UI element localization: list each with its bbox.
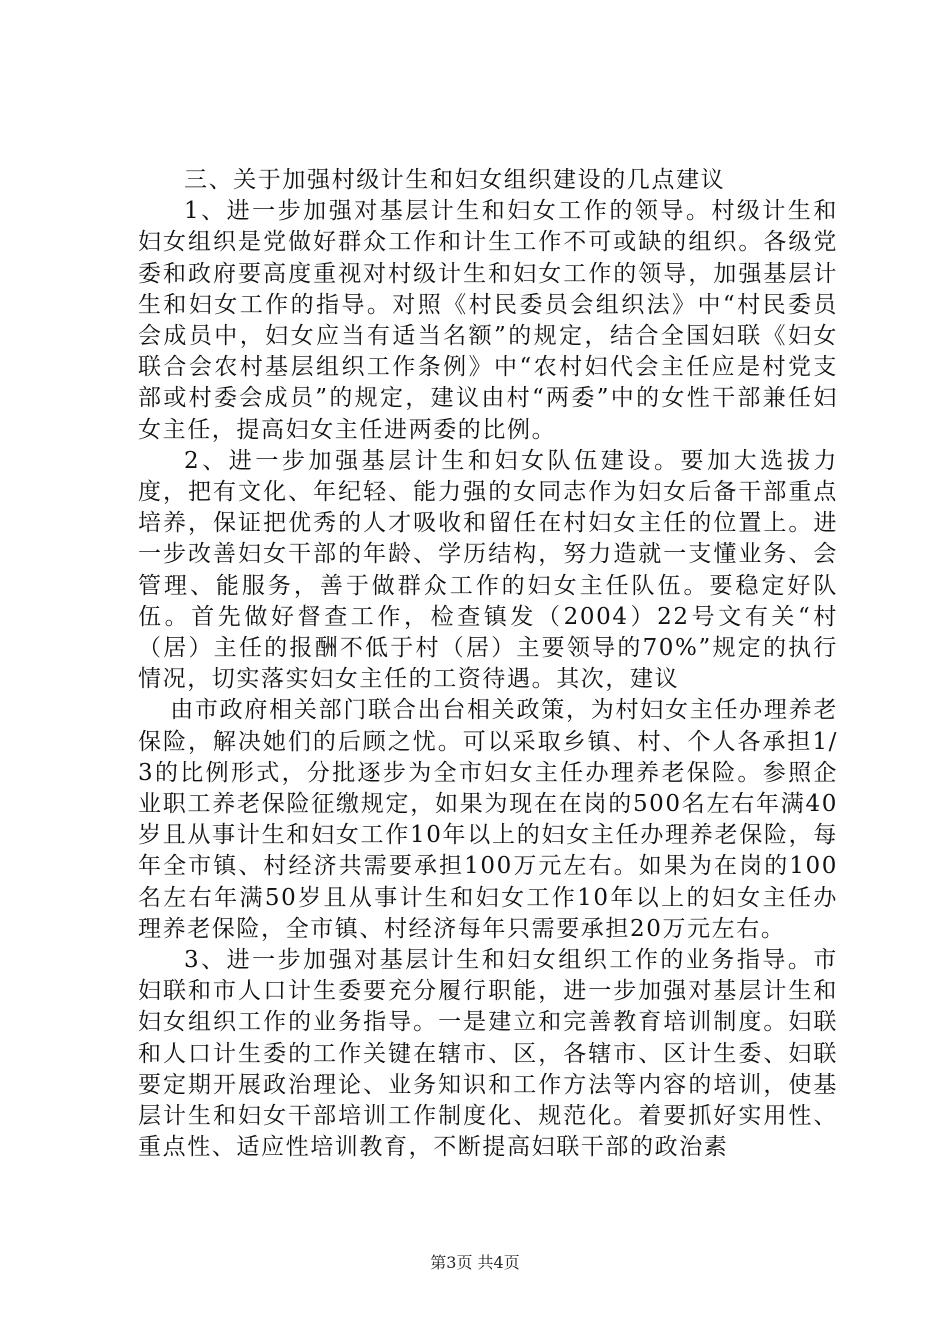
paragraph-2: 2、进一步加强基层计生和妇女队伍建设。要加大选拔力度，把有文化、年纪轻、能力强的女同志作为妇女后备干部重点培养，保证把优秀的人才吸收和留任在村妇女主任的位置上。进一步改善妇女干部的年龄、学历结构，努力造就一支懂业务、会管理、能服务，善于做群众工作的妇女主任队伍。要稳定好队伍。首先做好督查工作，检查镇发（2004）22号文有关“村（居）主任的报酬不低于村（居）主要领导的70%”规定的执行情况，切实落实妇女主任的工资待遇。其次，建议: [138, 447, 838, 693]
paragraph-4: 3、进一步加强对基层计生和妇女组织工作的业务指导。市妇联和市人口计生委要充分履行职能，进一步加强对基层计生和妇女组织工作的业务指导。一是建立和完善教育培训制度。妇联和人口计生委的工作关键在辖市、区，各辖市、区计生委、妇联要定期开展政治理论、业务知识和工作方法等内容的培训，使基层计生和妇女干部培训工作制度化、规范化。着要抓好实用性、重点性、适应性培训教育，不断提高妇联干部的政治素: [138, 947, 838, 1161]
paragraph-3: 由市政府相关部门联合出台相关政策，为村妇女主任办理养老保险，解决她们的后顾之忧。可以采取乡镇、村、个人各承担1/3的比例形式，分批逐步为全市妇女主任办理养老保险。参照企业职工养老保险征缴规定，如果为现在在岗的500名左右年满40岁且从事计生和妇女工作10年以上的妇女主任办理养老保险，每年全市镇、村经济共需要承担100万元左右。如果为在岗的100名左右年满50岁且从事计生和妇女工作10年以上的妇女主任办理养老保险，全市镇、村经济每年只需要承担20万元左右。: [138, 697, 838, 942]
document-body: [138, 165, 838, 1164]
section-heading: 三、关于加强村级计生和妇女组织建设的几点建议: [184, 167, 726, 193]
paragraph-1: 1、进一步加强对基层计生和妇女工作的领导。村级计生和妇女组织是党做好群众工作和计生工作不可或缺的组织。各级党委和政府要高度重视对村级计生和妇女工作的领导，加强基层计生和妇女工作的指导。对照《村民委员会组织法》中“村民委员会成员中，妇女应当有适当名额”的规定，结合全国妇联《妇女联合会农村基层组织工作条例》中“农村妇代会主任应是村党支部或村委会成员”的规定，建议由村“两委”中的女性干部兼任妇女主任，提高妇女主任进两委的比例。: [138, 198, 838, 443]
page-footer: 第3页 共4页: [430, 1253, 520, 1272]
